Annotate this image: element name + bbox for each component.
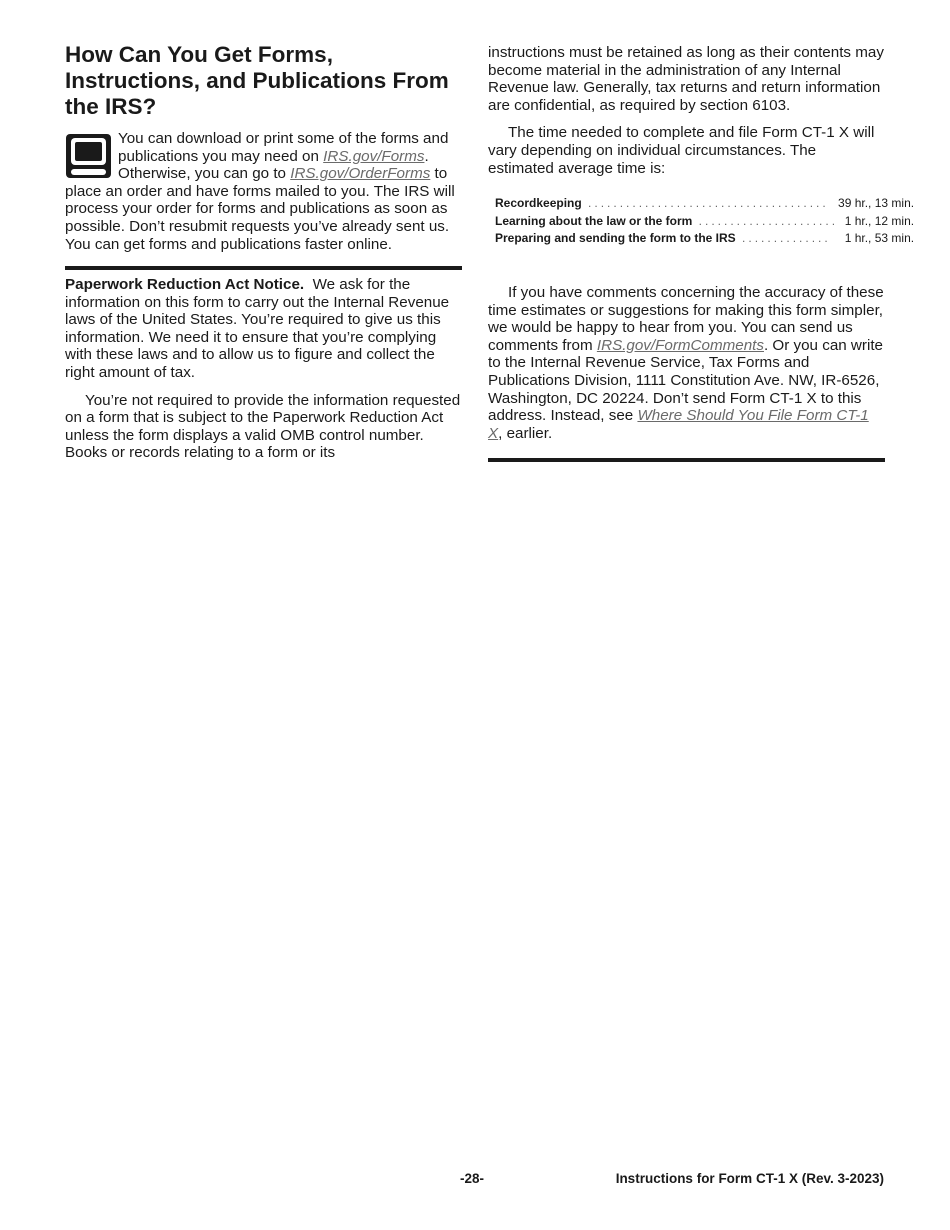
retention-paragraph: instructions must be retained as long as their contents may become material in the administration of any Internal Revenue law. Generally, tax returns and return information are confidential, as required by section 6103. [488,44,884,114]
omb-paragraph: You’re not required to provide the information requested on a form that is subject to the Paperwork Reduction Act unless the form displays a valid OMB control number. Books or records relating to a form or its [65,391,461,462]
paperwork-notice: Paperwork Reduction Act Notice. We ask for the information on this form to carry out the Internal Revenue laws of the United States. You’re required to give us this information. We need it to ensure that you’re complying with these laws and to allow us to figure and collect the right amount of tax. You’re not required to provide the information requested on a form that is subject to the Paperwork Reduction Act unless the form displays a valid OMB control number. Books or records relating to a form or its [65,276,461,462]
right-column [488,44,915,442]
table-row: Learning about the law or the form ...................... 1 hr., 12 min. [495,213,915,228]
page-number: -28- [460,1171,485,1186]
section-divider [65,266,462,270]
time-paragraph: The time needed to complete and file Form CT-1 X will vary depending on individual circumstances. The estimated average time is: [488,124,875,177]
table-row: Preparing and sending the form to the IRS .............. 1 hr., 53 min. [495,231,915,246]
form-comments-link[interactable]: IRS.gov/FormComments [596,336,764,354]
where-to-file-link[interactable]: Where Should You File Form CT-1 X [488,407,869,442]
pra-title: Paperwork Reduction Act Notice. [65,276,305,293]
time-estimates-table [495,195,914,248]
section-heading: How Can You Get Forms, Instructions, and Publications From the IRS? [65,42,449,119]
section-end-divider [488,458,885,462]
irs-order-forms-link[interactable]: IRS.gov/OrderForms [290,165,431,183]
irs-forms-link[interactable]: IRS.gov/Forms [323,147,425,165]
table-row: Recordkeeping ...................................... 39 hr., 13 min. [495,196,915,211]
forms-paragraph: You can download or print some of the forms and publications you may need on IRS.gov/Forms. Otherwise, you can go to IRS.gov/OrderForms to place an order and have forms mailed to you. The IRS will process your order for forms and publications as soon as possible. Don’t resubmit requests you’ve already sent us. You can get forms and publications faster online. [65,130,455,253]
document-title: Instructions for Form CT-1 X (Rev. 3-2023) [615,1171,884,1186]
computer-icon [65,133,112,179]
comments-paragraph: If you have comments concerning the accuracy of these time estimates or suggestions for making this form simpler, we would be happy to hear from you. You can send us comments from IRS.gov/FormComments. Or you can write to the Internal Revenue Service, Tax Forms and Publications Division, 1111 Constitution Ave. NW, IR-6526, Washington, DC 20224. Don’t send Form CT-1 X to this address. Instead, see Where Should You File Form CT-1 X, earlier. [488,283,884,442]
